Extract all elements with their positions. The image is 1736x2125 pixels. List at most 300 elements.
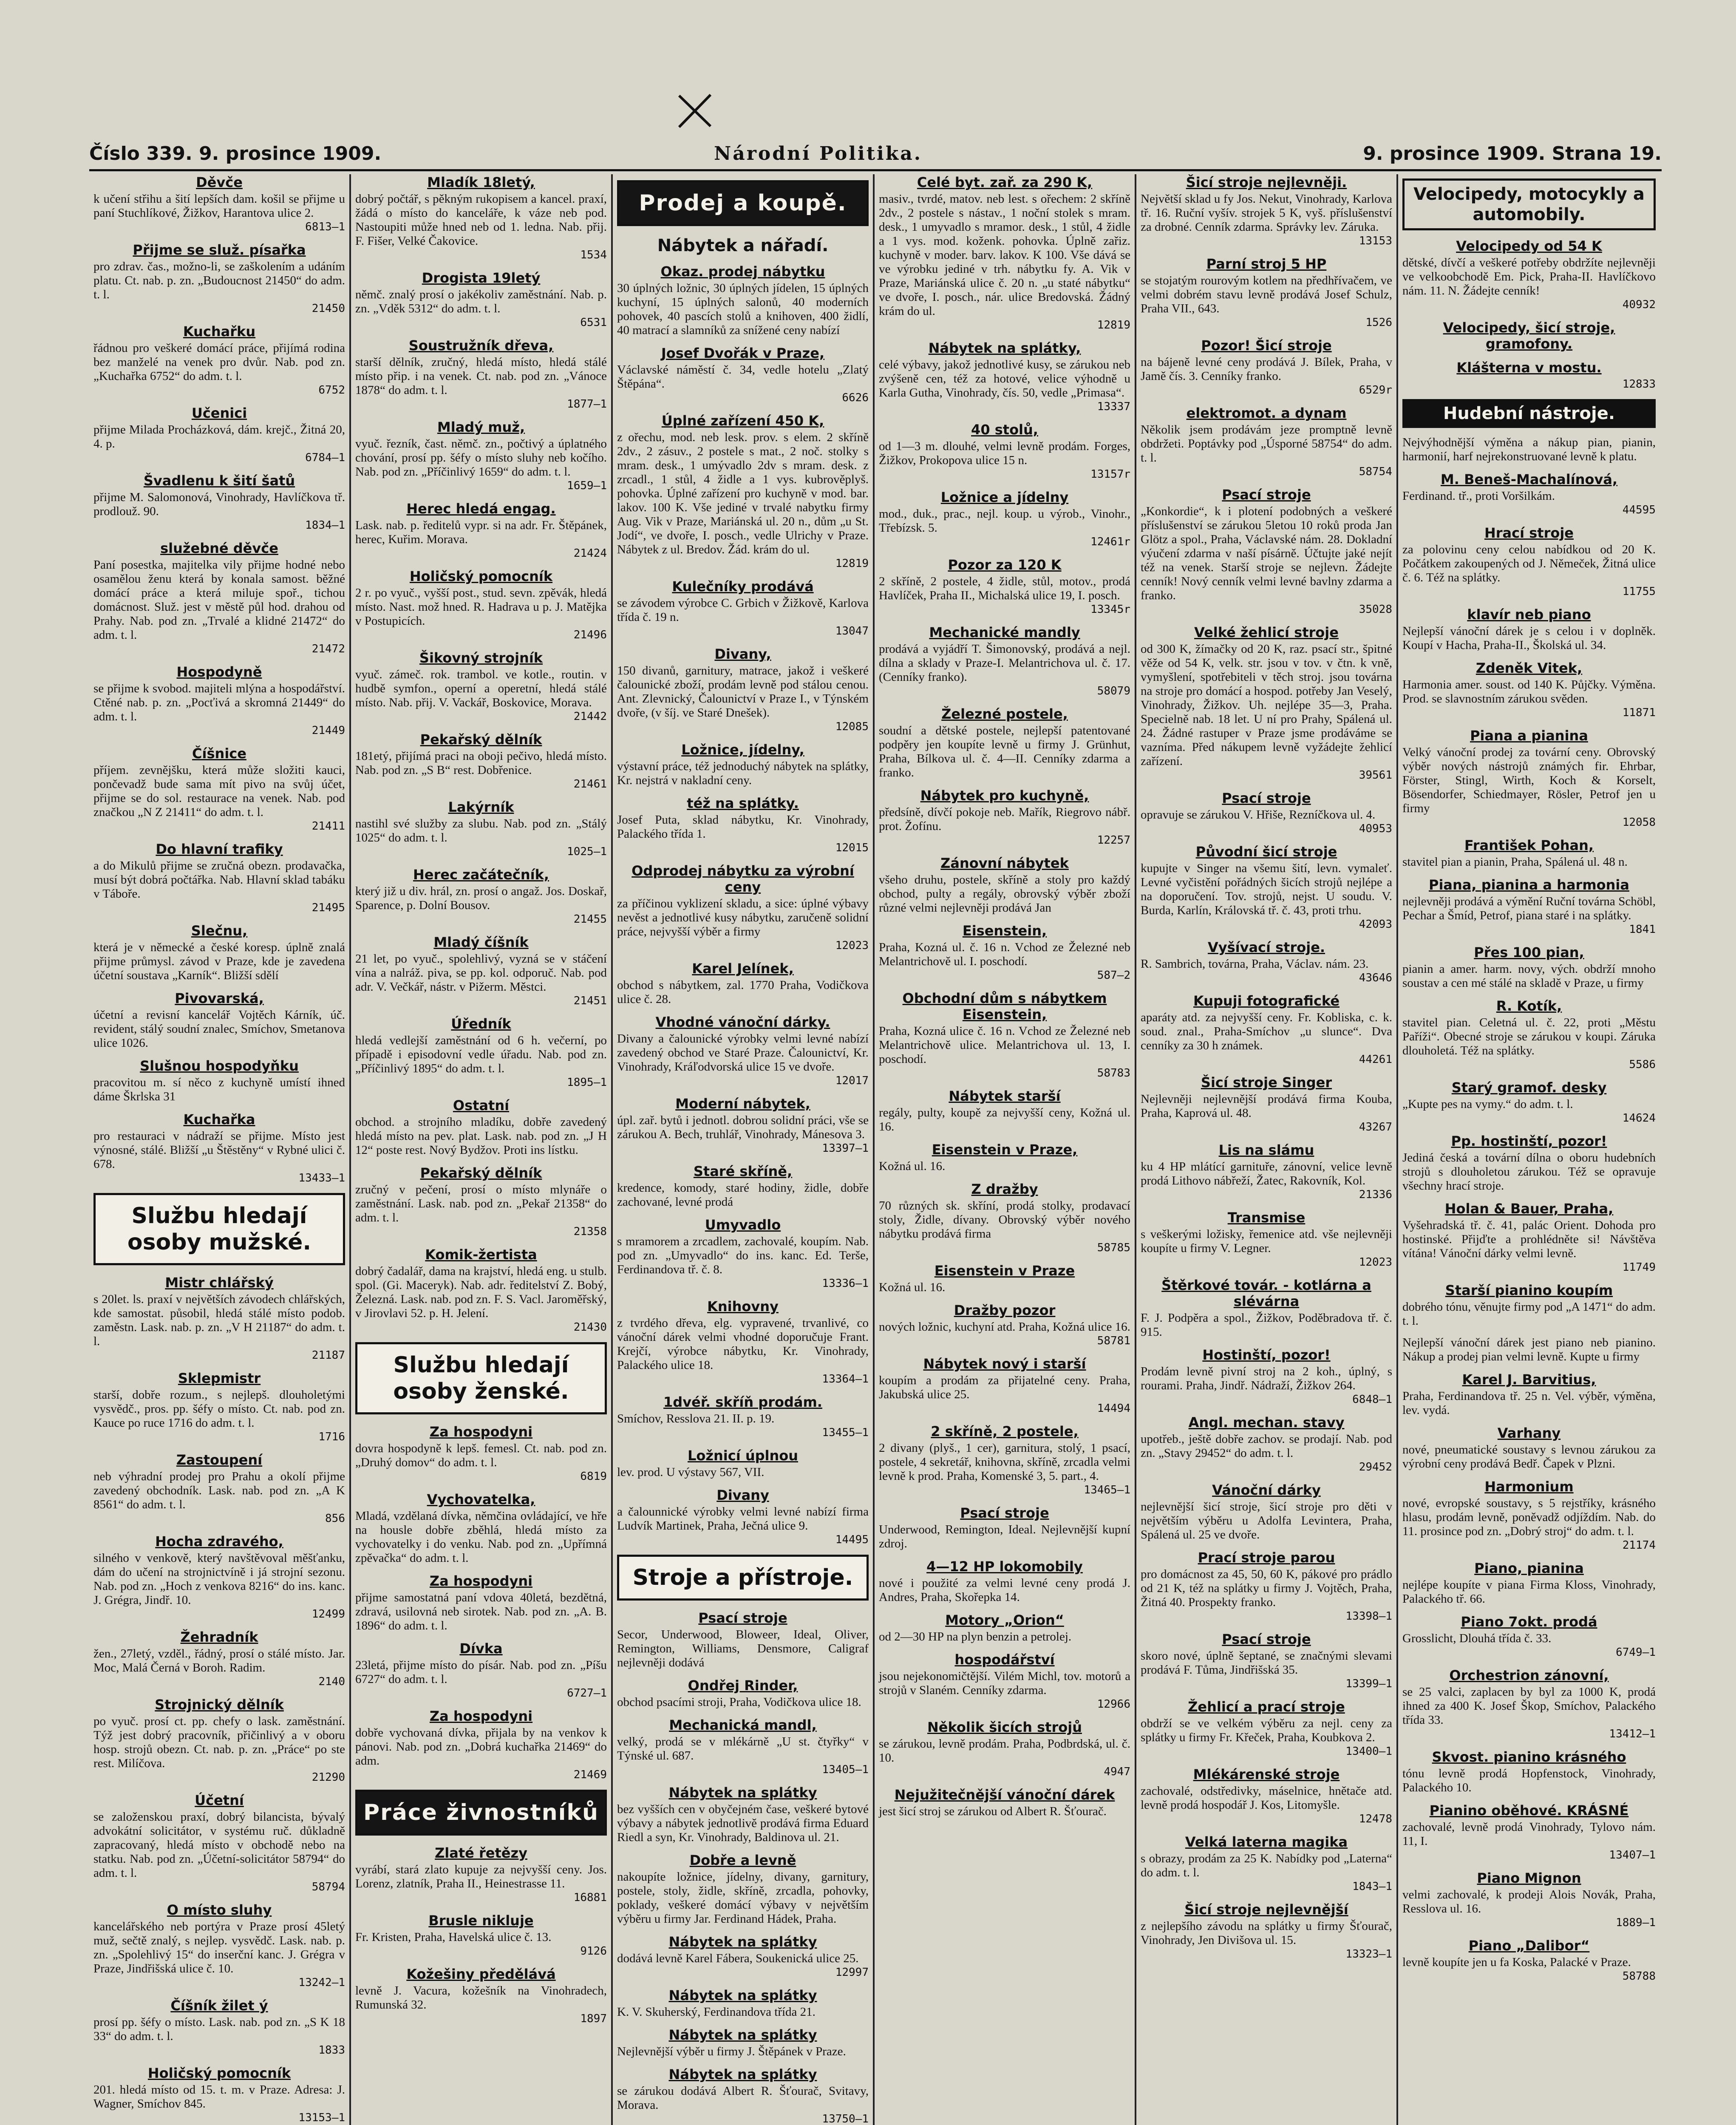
ad-text: nové i použité za velmi levné ceny prodá J. Andres, Praha, Skořepka 14. [879, 1576, 1130, 1604]
ad-title: Železné postele, [941, 706, 1068, 722]
classified-ad [1141, 256, 1392, 330]
ad-reference-number: 13157r [1090, 468, 1130, 481]
ad-title: Piano Mignon [1477, 1870, 1581, 1886]
classified-ad [355, 934, 607, 1008]
ad-reference-number: 21461 [573, 778, 607, 790]
ad-text: lev. prod. U výstavy 567, VII. [617, 1465, 765, 1479]
ad-text: obchod. a strojního mladíku, dobře zavedený hledá místo na pev. plat. Lask. nab. pod zn. „J H 12“ poste rest. Nový Bydžov. Proti ins lístku. [355, 1115, 607, 1157]
ad-title: M. Beneš-Machalínová, [1440, 471, 1618, 487]
ad-text: zručný v pečení, prosí o místo mlynáře o zaměstnání. Lask. nab. pod zn. „Pekař 21358“ do adm. t. l. [355, 1183, 607, 1224]
classified-ad [617, 742, 869, 788]
ad-title: Prací stroje parou [1198, 1550, 1335, 1566]
ad-text: celé výbavy, jakož jednotlivé kusy, se zárukou neb zvýšeně cen, též za hotové, velice výhodně u Karla Gutha, Vinohrady, čís. 50, vedle „Primasa“. [879, 358, 1130, 400]
ad-text: vyuč. řezník, čast. němč. zn., počtivý a úplatného chování, prosí pp. šéfy o místo sluhy neb kočího. Nab. pod zn. „Příčinlivý 1659“ do adm. t. l. [355, 437, 607, 479]
ad-title: Mistr chlářský [165, 1275, 274, 1291]
classified-ad [93, 473, 345, 533]
ad-title: Vhodné vánoční dárky. [655, 1014, 830, 1030]
ad-reference-number: 13153 [1359, 235, 1392, 247]
classified-ad [617, 345, 869, 405]
ad-title: Knihovny [707, 1298, 779, 1315]
ad-reference-number: 1833 [318, 2044, 345, 2057]
classified-ad [617, 1448, 869, 1479]
ad-text: a čalounnické výrobky velmi levné nabízí firma Ludvík Martinek, Praha, Ječná ulice 9. [617, 1505, 869, 1533]
ad-title: Obchodní dům s nábytkem Eisenstein, [902, 990, 1107, 1023]
ad-title: Orchestrion zánovní, [1449, 1667, 1609, 1683]
classified-ad [93, 1697, 345, 1785]
ad-title: služebné děvče [160, 540, 278, 556]
column-1 [89, 174, 351, 2125]
ad-reference-number: 58785 [1097, 1241, 1130, 1254]
ad-title: Kuchařku [183, 323, 256, 340]
section-heading: Stroje a přístroje. [617, 1555, 869, 1601]
ad-text: mod., duk., prac., nejl. koup. u výrob., Vinohr., Třebízsk. 5. [879, 507, 1130, 535]
ad-title: Nábytek na splátky [668, 1934, 817, 1950]
ad-title: Mlékárenské stroje [1193, 1766, 1340, 1782]
ad-reference-number: 21290 [312, 1771, 345, 1784]
ad-text: levně koupíte jen u fa Koska, Palacké v Praze. [1402, 1955, 1631, 1969]
ad-text: příjem. zevnějšku, která může složiti kauci, pončevadž bude sama mít pivo na svůj účet, přijme se do sol. restaurace na venek. Nab. pod značkou „N Z 21411“ do adm. t. l. [93, 763, 345, 819]
ad-text: Grosslicht, Dlouhá třída č. 33. [1402, 1632, 1552, 1645]
ad-reference-number: 12461r [1090, 536, 1130, 548]
classified-ad [1402, 837, 1656, 869]
ad-title: Okaz. prodej nábytku [660, 264, 825, 280]
ad-text: nejlépe koupíte v piana Firma Kloss, Vinohrady, Palackého tř. 66. [1402, 1578, 1656, 1606]
classified-ad [879, 1652, 1130, 1711]
classified-ad [355, 1708, 607, 1782]
ad-title: hospodářství [954, 1652, 1055, 1668]
classified-ad [1402, 1802, 1656, 1862]
classified-ad [879, 1787, 1130, 1819]
ad-reference-number: 43646 [1359, 972, 1392, 984]
classified-ad [617, 1610, 869, 1670]
classified-ad [617, 413, 869, 571]
ad-text: velký, prodá se v mlékárně „U st. čtyřky“ v Týnské ul. 687. [617, 1735, 869, 1762]
ad-title: Pekařský dělník [420, 1165, 542, 1181]
ad-text: nové, pneumatické soustavy s levnou zárukou za výrobní ceny prodává Bedř. Čapek v Plzni. [1402, 1443, 1656, 1470]
ad-title: Ložnice, jídelny, [681, 742, 804, 758]
ad-reference-number: 587—2 [1097, 969, 1130, 982]
ad-reference-number: 21469 [573, 1768, 607, 1781]
ad-text: 21 let, po vyuč., spolehlivý, vyzná se v stáčení vína a nalráž. piva, se pp. kol. odporuč. Nab. pod adr. V. Večkář, nástr. v Pižerm. Městci. [355, 952, 607, 994]
ad-text: se zárukou dodává Albert R. Šťourač, Svitavy, Morava. [617, 2084, 869, 2112]
classified-ad [617, 1852, 869, 1926]
ad-text: bez vyšších cen v obyčejném čase, veškeré bytové výbavy a nábytek jednotlivě prodává firma Eduard Riedl a syn, Kr. Vinohrady, Baldinova ul. 21. [617, 1802, 869, 1844]
ad-text: Nejlepší vánoční dárek je s celou i v doplněk. Koupí v Hacha, Praha-II., Školská ul. 34. [1402, 624, 1656, 652]
ad-title: Dívka [459, 1640, 503, 1657]
ad-title: Odprodej nábytku za výrobní ceny [632, 863, 854, 895]
classified-ad [93, 1370, 345, 1444]
ad-title: Slečnu, [191, 923, 248, 939]
classified-ad [1402, 320, 1656, 352]
ad-title: Děvče [196, 174, 243, 190]
classified-ad [355, 1966, 607, 2026]
ad-reference-number: 12966 [1097, 1698, 1130, 1711]
ad-reference-number: 13399—1 [1345, 1677, 1392, 1690]
ad-title: 2 skříně, 2 postele, [931, 1423, 1079, 1439]
classified-ad [879, 1612, 1130, 1644]
classified-ad [1402, 728, 1656, 830]
ad-reference-number: 5586 [1629, 1058, 1656, 1071]
classified-ad [93, 1629, 345, 1689]
ad-title: Švadlenu k šití šatů [143, 473, 295, 489]
ad-text: kredence, komody, staré hodiny, židle, dobře zachované, levné prodá [617, 1181, 869, 1209]
classified-ad [879, 855, 1130, 915]
ad-title: Zlaté řetězy [435, 1845, 527, 1861]
ad-text: dovra hospodyně k lepš. femesl. Ct. nab. pod zn. „Druhý domov“ do adm. t. l. [355, 1442, 607, 1469]
ad-title: Transmise [1227, 1210, 1306, 1226]
classified-ad [93, 2065, 345, 2125]
ad-title: Angl. mechan. stavy [1188, 1414, 1345, 1431]
ad-text: zachovalé, levně prodá Vinohrady, Tylovo nám. 11, I. [1402, 1820, 1656, 1848]
ad-text: s veškerými ložisky, řemenice atd. vše nejlevněji koupíte u firmy V. Legner. [1141, 1227, 1392, 1255]
ad-title: Mladý číšník [433, 934, 529, 950]
ad-reference-number: 12257 [1097, 834, 1130, 847]
ad-title: Holan & Bauer, Praha, [1444, 1201, 1614, 1217]
ad-reference-number: 12819 [835, 557, 869, 570]
classified-ad [1402, 238, 1656, 312]
ad-reference-number: 13323—1 [1345, 1948, 1392, 1961]
ad-reference-number: 21451 [573, 994, 607, 1007]
classified-ad [1141, 337, 1392, 397]
newspaper-title: Národní Politika. [714, 143, 923, 164]
classified-ad [93, 990, 345, 1050]
ad-title: Kulečníky prodává [672, 578, 814, 595]
category-subheading: Velocipedy, motocykly a automobily. [1402, 178, 1656, 230]
ad-title: Velocipedy, šicí stroje, gramofony. [1443, 320, 1615, 352]
ad-text: stavitel pian. Celetná ul. č. 22, proti „Městu Paříži“. Obecné stroje se zárukou v koupi. Záruka dlouholetá. Též na splátky. [1402, 1016, 1656, 1057]
ad-title: Nábytek na splátky [668, 1785, 817, 1801]
classified-ad [1402, 877, 1656, 937]
ad-text: 2 skříně, 2 postele, 4 židle, stůl, motov., prodá Havlíček, Praha II., Michalská ulice 19, I. posch. [879, 575, 1130, 602]
ad-text: 70 různých sk. skříní, prodá stolky, prodavací stoly, Židle, dívany. Obrovský výběr nového nábytku prodává firma [879, 1199, 1130, 1241]
ad-text: Mladá, vzdělaná dívka, němčina ovládající, ve hře na housle dobře zběhlá, hledá místo za vychovatelky i do venku. Nab. pod zn. „Upřímná zpěvačka“ do adm. t. l. [355, 1509, 607, 1565]
classified-ad [879, 1088, 1130, 1134]
classified-ad [617, 1163, 869, 1209]
ad-title: Vyšívací stroje. [1207, 939, 1325, 955]
classified-ad [93, 1275, 345, 1363]
ad-text: Několik jsem prodávám jeze promptně levně obdržeti. Poptávky pod „Úsporné 58754“ do adm. t. l. [1141, 423, 1392, 465]
classified-ad [879, 340, 1130, 414]
classified-ad [1402, 1282, 1656, 1328]
ad-text: Velký vánoční prodej za tovární ceny. Obrovský výběr nových nástrojů známých fir. Ehrbar, Förster, Stingl, Wirth, Koch & Korselt, Bösendorfer, Schiedmayer, Rösler, Petrof jen u firmy [1402, 745, 1656, 815]
ad-title: Lakýrník [448, 799, 514, 815]
ad-title: Piano „Dalibor“ [1468, 1938, 1590, 1954]
classified-ad [879, 1558, 1130, 1604]
classified-ad [617, 1298, 869, 1386]
ad-title: Pivovarská, [175, 990, 264, 1006]
classified-ad [93, 1902, 345, 1990]
ad-title: Ostatní [453, 1097, 510, 1114]
classified-ad [617, 1487, 869, 1547]
ad-text: po vyuč. prosí ct. pp. chefy o lask. zaměstnání. Týž jest dobrý pracovník, přičinlivý a v oboru hosp. strojů obezn. Ct. nab. p. zn. „Práce“ po ste rest. Milíčova. [93, 1714, 345, 1770]
ad-title: Úplné zařízení 450 K, [661, 413, 824, 429]
classified-ad [355, 650, 607, 724]
ad-title: elektromot. a dynam [1186, 405, 1347, 421]
classified-ad [879, 1423, 1130, 1497]
ad-title: Šicí stroje nejlevněji. [1186, 174, 1347, 190]
ad-text: Harmonia amer. soust. od 140 K. Půjčky. Výměna. Prod. se slavnostním zárukou svěden. [1402, 678, 1656, 706]
ad-text: regály, pulty, koupě za nejvyšší ceny, Kožná ul. 16. [879, 1106, 1130, 1133]
ad-text: obchod s nábytkem, zal. 1770 Praha, Vodičkova ulice č. 28. [617, 978, 869, 1006]
classified-ad [1402, 1201, 1656, 1275]
ad-title: Karel J. Barvitius, [1462, 1371, 1596, 1388]
ad-text: prosí pp. šéfy o místo. Lask. nab. pod zn. „S K 18 33“ do adm. t. l. [93, 2015, 345, 2043]
ad-text: Nejvýhodnější výměna a nákup pian, pianin, harmonií, harf nejrekonstruované levně k platu. [1402, 436, 1656, 463]
ad-text: nejlevnější šicí stroje, šicí stroje pro děti v největším výběru u Adolfa Levintera, Praha, Spálená ul. 25 ve dvoře. [1141, 1500, 1392, 1541]
classified-ad [879, 174, 1130, 332]
ad-title: Velocipedy od 54 K [1456, 238, 1602, 254]
section-heading: Službu hledají osoby mužské. [93, 1193, 345, 1265]
classified-ad [355, 174, 607, 262]
ad-text: Nejlevnější výběr u firmy J. Štěpánek v Praze. [617, 2045, 846, 2058]
ad-title: Vychovatelka, [427, 1491, 535, 1507]
ad-text: neb výhradní prodej pro Prahu a okolí přijme zavedený obchodník. Lask. nab. pod zn. „A K 8561“ do adm. t. l. [93, 1470, 345, 1511]
ad-text: 30 úplných ložnic, 30 úplných jídelen, 15 úplných kuchyní, 15 úplných salonů, 40 moderních pohovek, 40 pascích stolů a knihoven, 400 židlí, 40 matrací a slamníků za snížené ceny nabízí [617, 281, 869, 337]
ad-reference-number: 1841 [1629, 923, 1656, 936]
cross-mark-icon [676, 91, 714, 130]
ad-text: z ořechu, mod. neb lesk. prov. s elem. 2 skříně 2dv., 2 zásuv., 2 postele s mat., 2 noč. stolky s mram. desk., 1 umývadlo 2dv s mram. desk. z zrcadl., 1 stůl, 4 židle a 1 vys. kubrověplyš. pohovka. Úplné zařízení pro kuchyně v mod. bar. lakov. 100 K. Vše jediné v trvalé nabytku firmy Aug. Vik v Praze, Mariánská ul. 20 n., dům „u St. Jodí“, ve dvoře, I. posch., vedle Ulrichy v Praze. Nábytek z ul. Bredov. Žád. krám do ul. [617, 431, 869, 556]
ad-title: Šikovný strojník [419, 650, 543, 666]
classified-ad [879, 1181, 1130, 1255]
ad-reference-number: 1025—1 [567, 845, 607, 858]
ad-title: Mladý muž, [437, 419, 525, 435]
ad-text: Smíchov, Resslova 21. II. p. 19. [617, 1412, 775, 1425]
ad-title: též na splátky. [687, 795, 799, 811]
ad-title: Mechanická mandl, [669, 1717, 817, 1733]
ad-title: Soustružník dřeva, [408, 337, 554, 354]
classified-ad [93, 1792, 345, 1894]
classified-ad [355, 1016, 607, 1090]
ad-title: Brusle nikluje [428, 1912, 534, 1929]
ad-text: pro domácnost za 45, 50, 60 K, pákové pro prádlo od 21 K, též na splátky u firmy J. Vojtěch, Praha, Žitná 40. Prospekty franko. [1141, 1567, 1392, 1609]
ad-title: Psací stroje [698, 1610, 787, 1626]
classified-ad [879, 1505, 1130, 1551]
ad-reference-number: 14624 [1622, 1112, 1656, 1125]
column-5 [1136, 174, 1398, 2125]
classified-ad [1402, 1938, 1656, 1983]
ad-reference-number: 12015 [835, 842, 869, 854]
column-3 [613, 174, 875, 2125]
ad-text: se zárukou, levně prodám. Praha, Podbrdská, ul. č. 10. [879, 1737, 1130, 1765]
ad-title: Moderní nábytek, [675, 1096, 810, 1112]
ad-reference-number: 21495 [312, 901, 345, 914]
ad-reference-number: 21430 [573, 1321, 607, 1334]
ad-text: 201. hledá místo od 15. t. m. v Praze. Adresa: J. Wagner, Smíchov 845. [93, 2083, 345, 2111]
classified-ad [1402, 1425, 1656, 1471]
ad-title: Úředník [451, 1016, 511, 1032]
page-header [89, 139, 1662, 171]
ad-title: klavír neb piano [1467, 606, 1591, 623]
ad-text: 150 divanů, garnitury, matrace, jakož i veškeré čalounické zboží, prodám levně pod stálou cenou. Ant. Zlevnický, Čalounictví v Praze I., v Týnském dvoře, (v šíj. ve Staré Dnešek). [617, 664, 869, 720]
classified-ad [617, 1217, 869, 1291]
ad-reference-number: 21174 [1622, 1539, 1656, 1552]
ad-title: Herec začátečník, [413, 867, 549, 883]
column-4 [875, 174, 1136, 2125]
ad-text: která je v německé a české koresp. úplně znalá přijme průmysl. závod v Praze, kde je zavedena účetní soustava „Karník“. Bližší sdělí [93, 941, 345, 982]
ad-title: Divany, [714, 646, 771, 662]
ad-reference-number: 11755 [1622, 585, 1656, 598]
ad-title: Motory „Orion“ [945, 1612, 1064, 1628]
ad-reference-number: 14494 [1097, 1402, 1130, 1415]
ad-reference-number: 21442 [573, 710, 607, 723]
classified-ad [879, 489, 1130, 549]
ad-reference-number: 1843—1 [1352, 1880, 1392, 1893]
ad-text: Nejlepší vánoční dárek jest piano neb pianino. Nákup a prodej pian velmi levně. Kupte u firmy [1402, 1336, 1656, 1363]
classified-ad [93, 174, 345, 234]
ad-text: dobrý počtář, s pěkným rukopisem a kancel. praxí, žádá o místo do kanceláře, k váze neb pod. Nastoupiti může hned neb od 1. ledna. Nab. přij. F. Fišer, Velké Čakovice. [355, 192, 607, 248]
ad-text: pro restauraci v nádraží se přijme. Místo jest výnosné, stálé. Bližší „u Štěstěny“ v Rybné ulici č. 678. [93, 1129, 345, 1171]
ad-title: Učenici [191, 405, 247, 421]
ad-text: vyuč. zámeč. rok. trambol. ve kotle., routin. v hudbě symfon., operní a operetní, hledá stálé místo. Nab. přij. V. Vackář, Boskovice, Morava. [355, 668, 607, 709]
ad-reference-number: 12085 [835, 720, 869, 733]
ad-reference-number: 21472 [312, 643, 345, 655]
ad-title: Za hospodyni [429, 1573, 533, 1589]
classified-ad [1141, 174, 1392, 248]
ad-text: Praha, Kozná ul. č. 16 n. Vchod ze Železné neb Melantrichově ul. I. poschodí. [879, 941, 1130, 968]
classified-ad [617, 646, 869, 734]
ad-text: pro zdrav. čas., možno-li, se zaškolením a udáním platu. Ct. nab. p. zn. „Budoucnost 21450“ do adm. t. l. [93, 260, 345, 301]
ad-title: Pekařský dělník [420, 731, 542, 748]
ad-title: Hocha zdravého, [155, 1533, 283, 1550]
ad-reference-number: 12023 [1359, 1256, 1392, 1269]
classified-ad [879, 1719, 1130, 1779]
ad-title: Josef Dvořák v Praze, [661, 345, 825, 361]
ad-reference-number: 1889—1 [1616, 1916, 1656, 1929]
ad-text: 23letá, přijme místo do písár. Nab. pod zn. „Píšu 6727“ do adm. t. l. [355, 1658, 607, 1686]
ad-text: Kožná ul. 16. [879, 1281, 946, 1294]
ad-title: Původní šicí stroje [1195, 844, 1337, 860]
classified-columns [89, 174, 1662, 2125]
ad-reference-number: 44261 [1359, 1053, 1392, 1066]
ad-title: Z dražby [971, 1181, 1038, 1197]
ad-reference-number: 13398—1 [1345, 1610, 1392, 1623]
ad-reference-number: 14495 [835, 1533, 869, 1546]
classified-ad [93, 664, 345, 738]
ad-text: skoro nové, úplně šeptané, se značnými slevami prodává F. Tůma, Jindřišská 35. [1141, 1649, 1392, 1677]
ad-text: 181etý, přijímá praci na oboji pečivo, hledá místo. Nab. pod zn. „S B“ rest. Dobřenice. [355, 749, 607, 777]
ad-text: Vyšehradská tř. č. 41, palác Orient. Dohoda pro hostinské. Přijďte a prohlédněte si! Návštěva vítána! Vánoční dárky velmi levně. [1402, 1218, 1656, 1260]
ad-title: Piana a pianina [1470, 728, 1588, 744]
section-heading: Službu hledají osoby ženské. [355, 1342, 607, 1414]
ad-reference-number: 21336 [1359, 1188, 1392, 1201]
classified-ad [1402, 360, 1656, 391]
ad-text: nastihl své služby za slubu. Nab. pod zn. „Stálý 1025“ do adm. t. l. [355, 817, 607, 844]
classified-ad [355, 501, 607, 561]
ad-reference-number: 1877—1 [567, 398, 607, 411]
ad-reference-number: 13750—1 [822, 2113, 869, 2125]
ad-title: Karel Jelínek, [692, 960, 794, 977]
ad-title: Mladík 18letý, [427, 174, 535, 190]
classified-ad [93, 1111, 345, 1185]
ad-reference-number: 13153—1 [298, 2111, 345, 2124]
classified-ad [93, 323, 345, 397]
ad-text: úpl. zař. bytů i jednotl. dobrou solidní práci, vše se zárukou A. Bech, truhlář, Vinohrady, Mánesova 3. [617, 1114, 869, 1141]
ad-text: účetní a revisní kancelář Vojtěch Kárník, úč. revident, stálý soudní znalec, Smíchov, Smetanova ulice 1026. [93, 1008, 345, 1050]
classified-ad [93, 1533, 345, 1621]
ad-title: Celé byt. zař. za 290 K, [917, 174, 1093, 190]
classified-ad [617, 264, 869, 337]
ad-reference-number: 2140 [318, 1675, 345, 1688]
ad-title: Pianino oběhové. KRÁSNÉ [1429, 1802, 1629, 1819]
classified-ad [1402, 1479, 1656, 1553]
ad-title: Piano 7okt. prodá [1461, 1614, 1597, 1630]
ad-title: 4—12 HP lokomobily [926, 1558, 1083, 1575]
ad-title: Psací stroje [1222, 487, 1311, 503]
ad-text: s 20let. ls. praxí v největších závodech chlářských, kde samostat. působil, hledá stálé místo podob. zaměstn. Lask. nab. p. zn. „V H 21187“ do adm. t. l. [93, 1292, 345, 1348]
ad-text: 2 divany (plyš., 1 cer), garnitura, stolý, 1 psací, postele, 4 sekretář, knihovna, skříně, zrcadla velmi levně k prod. Praha, Komenské 3, 5. part., 4. [879, 1441, 1130, 1483]
ad-reference-number: 40932 [1622, 298, 1656, 311]
ad-text: starší, dobře rozum., s nejlepš. dlouholetými vysvědč., pros. pp. šéfy o místo. Ct. nab. pod zn. Kauce po ruce 1716 do adm. t. l. [93, 1388, 345, 1430]
ad-text: stavitel pian a pianin, Praha, Spálená ul. 48 n. [1402, 855, 1628, 869]
ad-text: Secor, Underwood, Bloweer, Ideal, Oliver, Remington, Williams, Densmore, Caligraf nejlevněji dodává [617, 1628, 869, 1669]
classified-ad [617, 1934, 869, 1980]
ad-reference-number: 29452 [1359, 1461, 1392, 1473]
classified-ad [1141, 993, 1392, 1067]
ad-reference-number: 856 [325, 1512, 345, 1525]
ad-reference-number: 12997 [835, 1966, 869, 1979]
section-heading: Práce živnostníků [355, 1790, 607, 1836]
ad-reference-number: 58794 [312, 1881, 345, 1893]
classified-ad [1402, 1614, 1656, 1660]
ad-reference-number: 6727—1 [567, 1687, 607, 1700]
ad-reference-number: 39561 [1359, 769, 1392, 782]
section-heading: Prodej a koupě. [617, 180, 869, 226]
classified-ad [355, 1424, 607, 1484]
classified-ad [1402, 471, 1656, 517]
ad-text: pianin a amer. harm. novy, vých. obdrží mnoho soustav a cen mé stálé na skladě v Praze, u firmy [1402, 962, 1656, 990]
ad-text: z nejlepšího závodu na splátky u firmy Šťourač, Vinohrady, Jen Divišova ul. 15. [1141, 1919, 1392, 1947]
ad-text: žen., 27letý, vzděl., řádný, prosí o stálé místo. Jar. Moc, Malá Černá v Boroh. Radim. [93, 1647, 345, 1674]
ad-text: Josef Puta, sklad nábytku, Kr. Vinohrady, Palackého třída 1. [617, 813, 869, 841]
ad-text: který již u div. hrál, zn. prosí o angaž. Jos. Doskař, Sparence, p. Dolní Bousov. [355, 884, 607, 912]
ad-text: dětské, dívčí a veškeré potřeby obdržíte nejlevněji ve velkoobchodě Em. Pick, Praha-II. Havlíčkovo nám. 11. N. Žádejte cenník! [1402, 256, 1656, 298]
ad-text: Praha, Ferdinandova tř. 25 n. Vel. výběr, výměna, lev. vydá. [1402, 1389, 1656, 1417]
ad-text: se stojatým rourovým kotlem na předhřívačem, ve velmi dobrém stavu levně prodává Josef Schulz, Praha VII., 643. [1141, 274, 1392, 315]
ad-reference-number: 58079 [1097, 685, 1130, 697]
ad-reference-number: 12499 [312, 1608, 345, 1621]
ad-title: Herec hledá engag. [406, 501, 556, 517]
ad-title: Zdeněk Vitek, [1475, 660, 1583, 676]
ad-title: Číšník žilet ý [170, 1998, 268, 2014]
classified-ad [355, 1640, 607, 1700]
ad-title: Žehradník [180, 1629, 258, 1645]
classified-ad [1402, 1749, 1656, 1795]
ad-text: Kožná ul. 16. [879, 1159, 946, 1173]
ad-reference-number: 1526 [1365, 316, 1392, 329]
ad-title: František Pohan, [1464, 837, 1594, 853]
ad-title: Zánovní nábytek [940, 855, 1069, 871]
classified-ad [617, 863, 869, 953]
classified-ad [879, 1302, 1130, 1348]
ad-reference-number: 6784—1 [305, 451, 345, 464]
classified-ad [617, 2027, 869, 2059]
classified-ad [1402, 1080, 1656, 1125]
ad-reference-number: 13465—1 [1084, 1484, 1130, 1496]
ad-title: Nábytek starší [949, 1088, 1061, 1104]
classified-ad [1402, 998, 1656, 1072]
classified-ad [1402, 1870, 1656, 1930]
ad-text: prodává a vyjádří T. Šimonovský, prodává a nejl. dílna a sklady v Praze-I. Melantrichova ul. č. 17. (Cenníky franko). [879, 642, 1130, 684]
ad-title: Nábytek na splátky [668, 1987, 817, 2003]
ad-title: Kupuji fotografické [1193, 993, 1340, 1009]
ad-text: masiv., tvrdé, matov. neb lest. s ořechem: 2 skříně 2dv., 2 postele s nástav., 1 noční stolek s mram. desk., 1 umyvadlo s mramor. desk., 1 stůl, 4 židle a 1 vys. mod. koženk. pohovka. Úplně zařiz. kuchyně v moder. barv. lakov. K 100. Vše dává se ve výrobku jediné v trh. nábytku fy. A. Vik v Praze, Mariánská ulice č. 20 n. „u staté nábytku“ ve dvoře, I. posch., nár. ulice Bredovská. Žádný krám do ul. [879, 192, 1130, 318]
classified-ad [879, 1356, 1130, 1416]
category-subheading: Hudební nástroje. [1402, 399, 1656, 428]
ad-reference-number: 12478 [1359, 1813, 1392, 1825]
ad-title: Psací stroje [1222, 1631, 1311, 1647]
ad-text: starší dělník, zručný, hledá místo, hledá stálé místo přip. i na venek. Ct. nab. pod zn. „Vánoce 1878“ do adm. t. l. [355, 355, 607, 397]
ad-reference-number: 21411 [312, 820, 345, 833]
